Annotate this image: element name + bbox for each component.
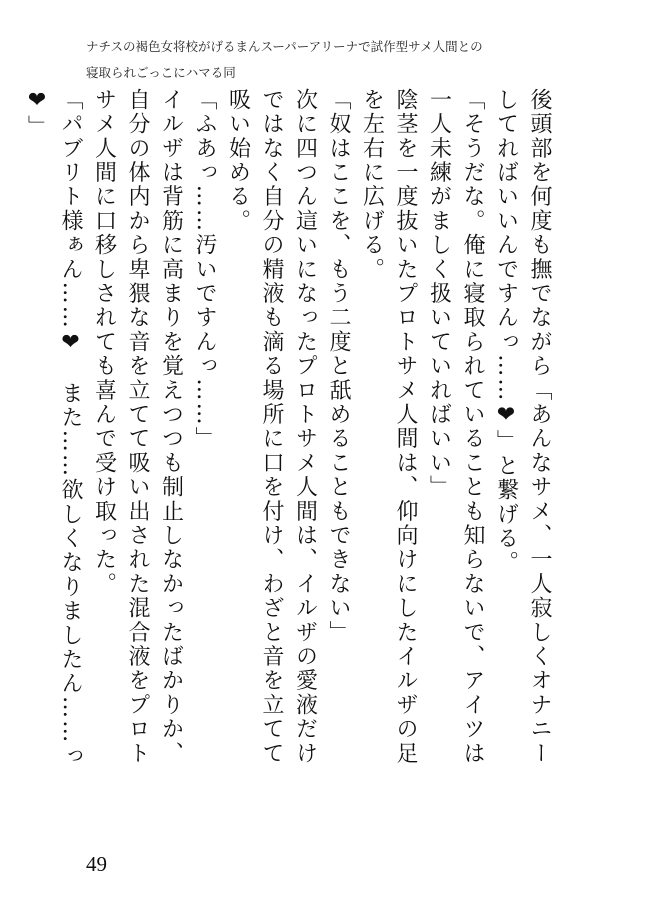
paragraph: 陰茎を一度抜いたプロトサメ人間は、仰向けにしたイルザの足を左右に広げる。 <box>359 88 418 766</box>
paragraph: 「ふあっ……汚いですんっ……」 <box>192 88 217 451</box>
paragraph: 「パブリト様ぁん……❤ また……欲しくなりましたん……っ❤」 <box>24 88 83 769</box>
paragraph: 後頭部を何度も撫でながら「あんなサメ、一人寂しくオナニーしてればいいんですんっ……❤」と繋げる。 <box>493 88 552 766</box>
paragraph: 「奴はここを、もう二度と舐めることもできない」 <box>326 88 351 645</box>
running-header <box>86 34 606 86</box>
page-number: 49 <box>86 852 107 876</box>
vertical-body-text <box>24 88 556 788</box>
header-line-2: 寝取られごっこにハマる同 <box>86 65 236 80</box>
header-line-1: ナチスの褐色女将校がげるまんスーパーアリーナで試作型サメ人間との <box>86 39 483 54</box>
paragraph: 次に四つん這いになったプロトサメ人間は、イルザの愛液だけではなく自分の精液も滴る場所に口を付け、わざと音を立てて吸い始める。 <box>225 88 318 766</box>
paragraph: イルザは背筋に高まりを覚えつつも制止しなかったばかりか、自分の体内から卑猥な音を立てて吸い出された混合液をプロトサメ人間に口移しされても喜んで受け取った。 <box>91 88 184 766</box>
paragraph: 「そうだな。俺に寝取られていることも知らないで、アイツは一人未練がましく扱いていればいい」 <box>426 88 485 766</box>
